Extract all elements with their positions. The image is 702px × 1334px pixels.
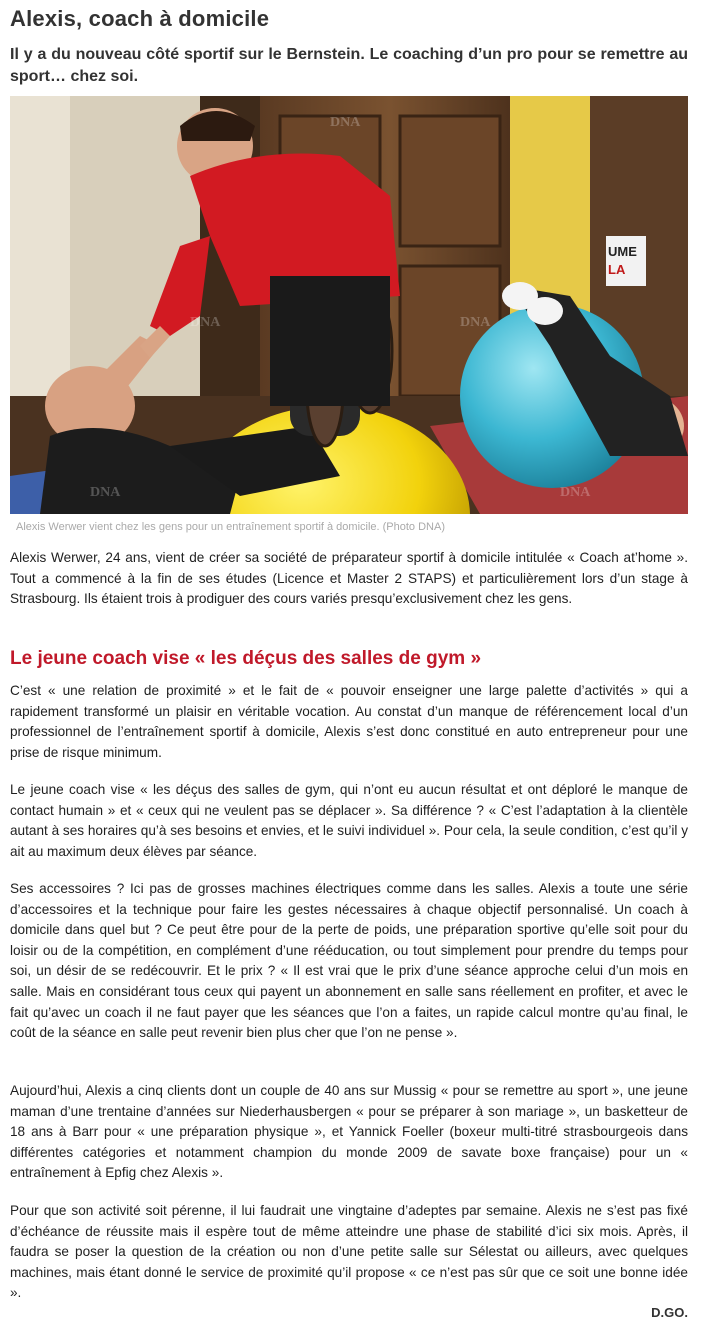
- watermark: DNA: [460, 315, 491, 330]
- intro-paragraph: Alexis Werwer, 24 ans, vient de créer sa société de préparateur sportif à domicile intitulée « Coach at’home ». Tout a commencé à la fin de ses études (Licence et Master 2 STAPS) et particulièrement lors d’un stage à Strasbourg. Ils étaient trois à prodiguer des cours variés presqu’exclusivement chez les gens.: [10, 550, 688, 607]
- body-paragraph-1: C’est « une relation de proximité » et le fait de « pouvoir enseigner une large palette d’activités » qui a rapidement transformé un plaisir en véritable vocation. Au constat d’un manque de référencement local d’un professionnel de l’entraînement sportif à domicile, Alexis s’est donc constitué en auto entrepreneur pour une prise de risque minimum.: [10, 683, 688, 760]
- subheading: Le jeune coach vise « les déçus des salles de gym »: [10, 648, 482, 669]
- watermark: DNA: [90, 485, 121, 500]
- photo-caption: Alexis Werwer vient chez les gens pour un entraînement sportif à domicile. (Photo DNA): [16, 521, 445, 533]
- poster-text-2: LA: [608, 262, 626, 277]
- body-paragraph-2: Le jeune coach vise « les déçus des salles de gym, qui n’ont eu aucun résultat et ont déploré le manque de contact humain » et « ceux qui ne veulent pas se déplacer ». Sa différence ? « C’est l’adaptation à la clientèle autant à ses horaires qu’à ses besoins et envies, et le suivi individuel ». Pour cela, la seule condition, c’est qu’il y ait au maximum deux élèves par séance.: [10, 782, 688, 859]
- body-paragraph-4: Aujourd’hui, Alexis a cinq clients dont un couple de 40 ans sur Mussig « pour se remettre au sport », une jeune maman d’une trentaine d’années sur Niederhausbergen « pour se préparer à son mariage », un basketteur de 18 ans à Barr pour « une préparation physique », et Yannick Foeller (boxeur multi-titré strasbourgeois dans différentes catégories et notamment champion du monde 2009 de savate boxe française) pour un « entraînement à Epfig chez Alexis ».: [10, 1083, 688, 1181]
- article-photo: [10, 96, 688, 514]
- article-lede: Il y a du nouveau côté sportif sur le Bernstein. Le coaching d’un pro pour se remettre au sport… chez soi.: [10, 46, 688, 85]
- poster-text: UME: [608, 244, 637, 259]
- watermark: DNA: [190, 315, 221, 330]
- body-paragraph-5: Pour que son activité soit pérenne, il lui faudrait une vingtaine d’adeptes par semaine. Alexis ne s’est pas fixé d’échéance de réussite mais il espère tout de même atteindre une phase de stabilité d’ici six mois. Après, il faudra se poser la question de la création ou non d’une petite salle sur Sélestat ou ailleurs, avec quelques machines, mais étant donné le service de proximité qu’il propose « ce n’est pas sûr que ce soit une bonne idée ».: [10, 1203, 688, 1301]
- article-title: Alexis, coach à domicile: [10, 6, 270, 31]
- watermark: DNA: [330, 115, 361, 130]
- author-signature: D.GO.: [651, 1305, 688, 1320]
- body-paragraph-3: Ses accessoires ? Ici pas de grosses machines électriques comme dans les salles. Alexis a toute une série d’accessoires et la technique pour faire les gestes nécessaires à chaque objectif personnalisé. Un coach à domicile dans quel but ? Ce peut être pour de la perte de poids, une préparation sportive qu’elle soit pour du loisir ou de la compétition, en complément d’une rééducation, ou tout simplement pour prendre du temps pour soi, un désir de se redécouvrir. Et le prix ? « Il est vrai que le prix d’une séance approche celui d’un mois en salle. Mais en considérant tous ceux qui payent un abonnement en salle sans réellement en profiter, et avec le fait qu’avec un coach il ne faut payer que les séances que l’on a faites, un rapide calcul montre qu’au final, le coût de la séance en salle peut revenir bien plus cher que l’on ne pense ».: [10, 881, 688, 1041]
- watermark: DNA: [560, 485, 591, 500]
- photo-illustration: [10, 96, 688, 514]
